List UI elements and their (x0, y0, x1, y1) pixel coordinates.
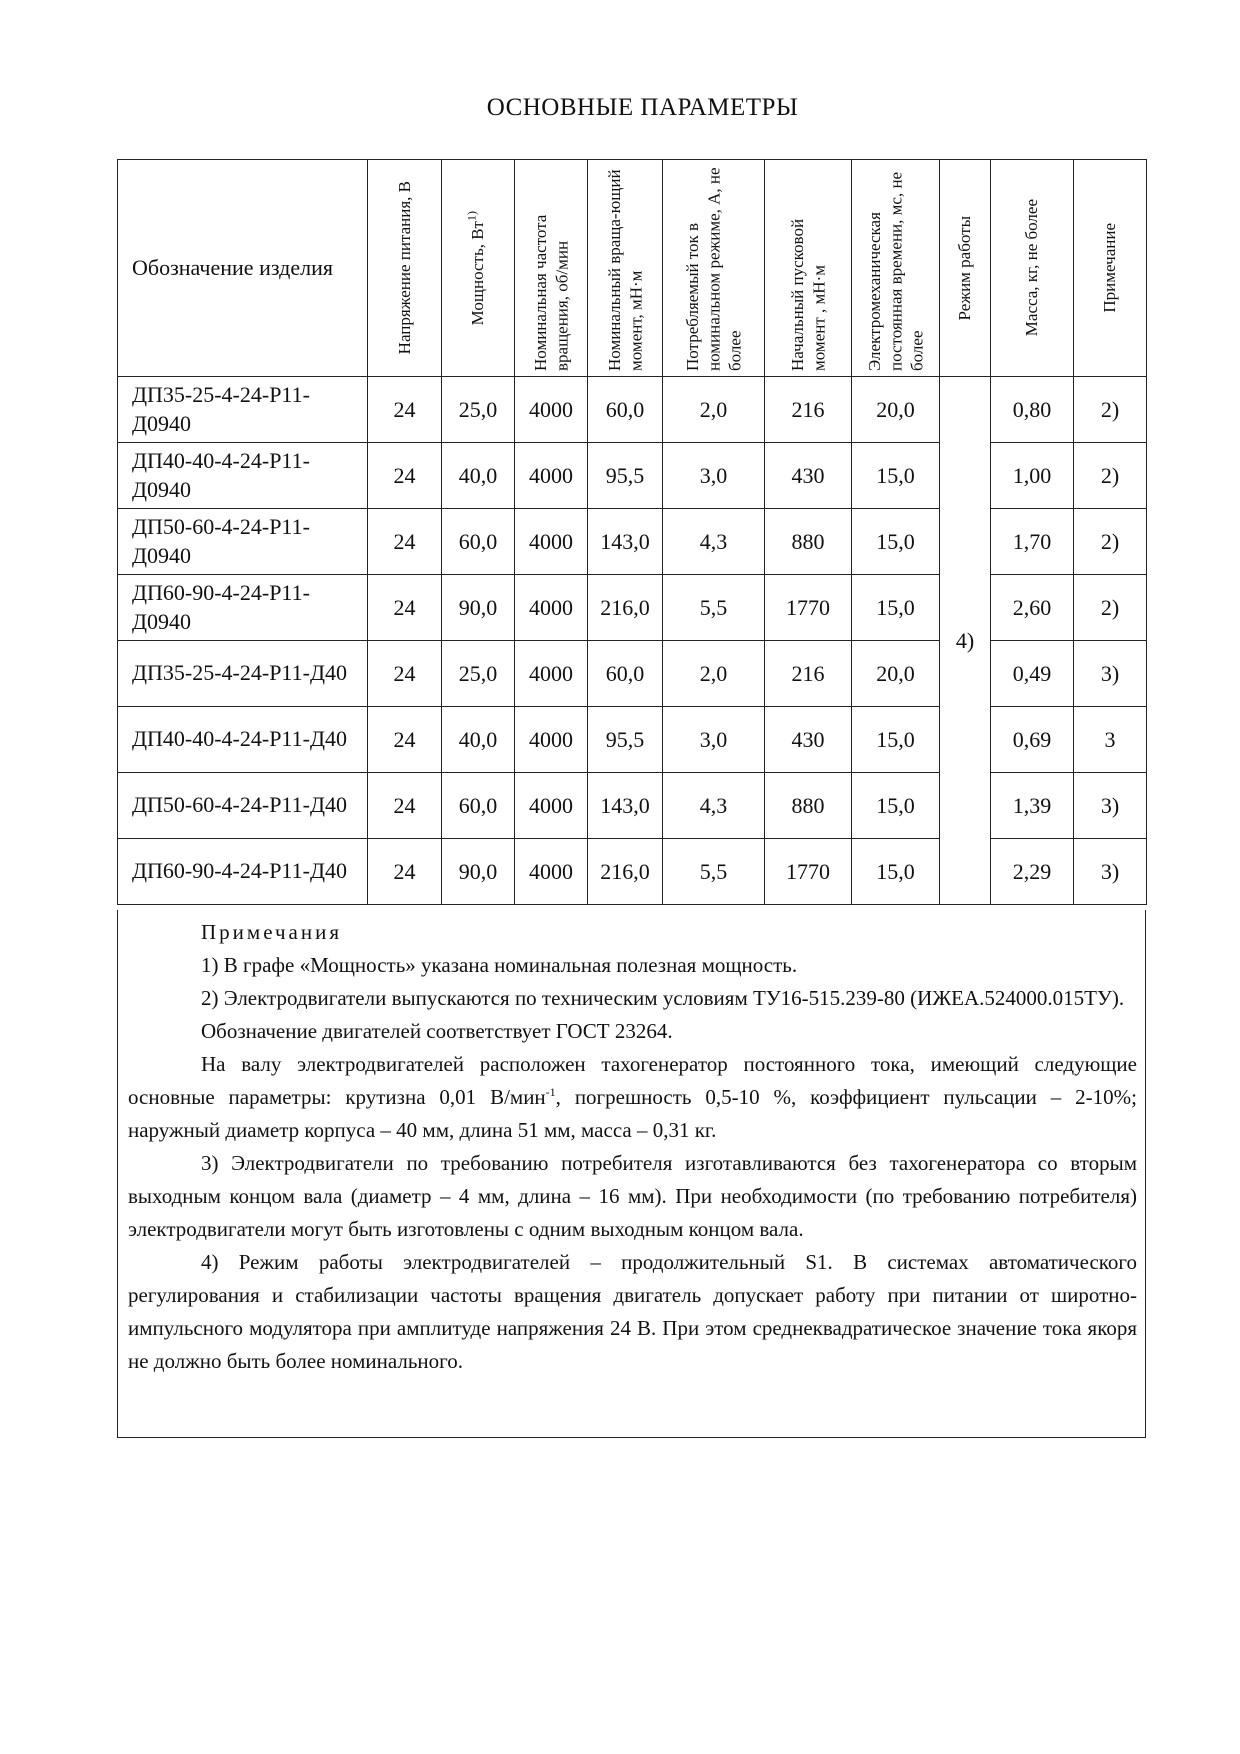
cell-voltage: 24 (368, 641, 442, 707)
cell-voltage: 24 (368, 509, 442, 575)
note-4: 4) Режим работы электродвигателей – продолжительный S1. В системах автоматического регулирования и стабилизации частоты вращения двигатель допускает работу при питании от широтно-импульсного модулятора при амплитуде напряжения 24 В. При этом среднеквадратическое значение тока якоря не должно быть более номинального. (128, 1250, 1137, 1373)
cell-voltage: 24 (368, 773, 442, 839)
notes-section (117, 910, 1146, 1438)
cell-voltage: 24 (368, 839, 442, 905)
cell-voltage: 24 (368, 443, 442, 509)
table-row (118, 773, 1147, 839)
cell-time-const: 15,0 (852, 773, 940, 839)
cell-power: 40,0 (442, 443, 515, 509)
cell-speed: 4000 (515, 443, 588, 509)
cell-mass: 2,29 (991, 839, 1074, 905)
table-row (118, 707, 1147, 773)
cell-note: 3) (1074, 641, 1147, 707)
cell-product: ДП35-25-4-24-Р11-Д0940 (118, 377, 368, 443)
cell-note: 3) (1074, 773, 1147, 839)
cell-current: 2,0 (663, 641, 765, 707)
cell-time-const: 20,0 (852, 641, 940, 707)
header-product: Обозначение изделия (118, 160, 368, 377)
header-torque: Номинальный враща-ющий момент, мН·м (588, 160, 663, 377)
cell-speed: 4000 (515, 707, 588, 773)
cell-torque: 60,0 (588, 641, 663, 707)
cell-start-torque: 216 (765, 377, 852, 443)
cell-mass: 0,80 (991, 377, 1074, 443)
header-start-torque: Начальный пусковой момент , мН·м (765, 160, 852, 377)
header-mode: Режим работы (940, 160, 991, 377)
cell-mass: 0,69 (991, 707, 1074, 773)
table-row (118, 575, 1147, 641)
header-time-constant: Электромеханическая постоянная времени, мс, не более (852, 160, 940, 377)
table-row (118, 377, 1147, 443)
cell-product: ДП35-25-4-24-Р11-Д40 (118, 641, 368, 707)
cell-power: 90,0 (442, 839, 515, 905)
cell-speed: 4000 (515, 575, 588, 641)
cell-time-const: 15,0 (852, 443, 940, 509)
cell-current: 2,0 (663, 377, 765, 443)
cell-power: 25,0 (442, 641, 515, 707)
cell-start-torque: 880 (765, 773, 852, 839)
cell-current: 3,0 (663, 707, 765, 773)
note-2-tachogenerator: На валу электродвигателей расположен тахогенератор постоянного тока, имеющий следующие основные параметры: крутизна 0,01 В/мин$^{-1}$, погрешность 0,5-10 %, коэффициент пульсации – 2-10%; наружный диаметр корпуса – 40 мм, длина 51 мм, масса – 0,31 кг. (128, 1052, 1137, 1142)
cell-current: 3,0 (663, 443, 765, 509)
cell-mass: 1,39 (991, 773, 1074, 839)
cell-start-torque: 430 (765, 443, 852, 509)
header-voltage: Напряжение питания, В (368, 160, 442, 377)
cell-speed: 4000 (515, 641, 588, 707)
header-note: Примечание (1074, 160, 1147, 377)
cell-time-const: 15,0 (852, 839, 940, 905)
note-1: 1) В графе «Мощность» указана номинальная полезная мощность. (201, 953, 798, 977)
parameters-table (117, 159, 1147, 905)
cell-product: ДП40-40-4-24-Р11-Д0940 (118, 443, 368, 509)
cell-speed: 4000 (515, 773, 588, 839)
cell-time-const: 20,0 (852, 377, 940, 443)
cell-start-torque: 216 (765, 641, 852, 707)
table-row (118, 839, 1147, 905)
cell-speed: 4000 (515, 839, 588, 905)
table-header-row (118, 160, 1147, 377)
cell-current: 5,5 (663, 839, 765, 905)
table-body (118, 377, 1147, 905)
cell-power: 25,0 (442, 377, 515, 443)
table-row (118, 641, 1147, 707)
cell-torque: 143,0 (588, 773, 663, 839)
cell-voltage: 24 (368, 377, 442, 443)
cell-mass: 1,70 (991, 509, 1074, 575)
table-row (118, 443, 1147, 509)
cell-power: 60,0 (442, 509, 515, 575)
note-2-designation: Обозначение двигателей соответствует ГОСТ 23264. (201, 1019, 673, 1043)
cell-torque: 143,0 (588, 509, 663, 575)
cell-current: 5,5 (663, 575, 765, 641)
cell-product: ДП50-60-4-24-Р11-Д0940 (118, 509, 368, 575)
cell-note: 3 (1074, 707, 1147, 773)
cell-torque: 95,5 (588, 443, 663, 509)
cell-time-const: 15,0 (852, 509, 940, 575)
header-mass: Масса, кг, не более (991, 160, 1074, 377)
cell-torque: 216,0 (588, 575, 663, 641)
cell-voltage: 24 (368, 575, 442, 641)
cell-start-torque: 430 (765, 707, 852, 773)
cell-torque: 95,5 (588, 707, 663, 773)
cell-time-const: 15,0 (852, 575, 940, 641)
cell-current: 4,3 (663, 773, 765, 839)
cell-mass: 1,00 (991, 443, 1074, 509)
header-current: Потребляемый ток в номинальном режиме, А, не более (663, 160, 765, 377)
cell-note: 3) (1074, 839, 1147, 905)
cell-product: ДП60-90-4-24-Р11-Д40 (118, 839, 368, 905)
cell-voltage: 24 (368, 707, 442, 773)
cell-speed: 4000 (515, 509, 588, 575)
cell-note: 2) (1074, 443, 1147, 509)
cell-product: ДП60-90-4-24-Р11-Д0940 (118, 575, 368, 641)
cell-mass: 0,49 (991, 641, 1074, 707)
cell-start-torque: 880 (765, 509, 852, 575)
cell-start-torque: 1770 (765, 839, 852, 905)
note-3: 3) Электродвигатели по требованию потребителя изготавливаются без тахогенератора со вторым выходным концом вала (диаметр – 4 мм, длина – 16 мм). При необходимости (по требованию потребителя) электродвигатели могут быть изготовлены с одним выходным концом вала. (128, 1151, 1137, 1241)
cell-power: 90,0 (442, 575, 515, 641)
cell-power: 60,0 (442, 773, 515, 839)
table-row (118, 509, 1147, 575)
cell-product: ДП40-40-4-24-Р11-Д40 (118, 707, 368, 773)
cell-time-const: 15,0 (852, 707, 940, 773)
cell-torque: 60,0 (588, 377, 663, 443)
cell-note: 2) (1074, 377, 1147, 443)
cell-mode: 4) (940, 377, 991, 905)
cell-start-torque: 1770 (765, 575, 852, 641)
cell-note: 2) (1074, 575, 1147, 641)
cell-speed: 4000 (515, 377, 588, 443)
notes-heading: Примечания (201, 920, 343, 944)
cell-product: ДП50-60-4-24-Р11-Д40 (118, 773, 368, 839)
cell-torque: 216,0 (588, 839, 663, 905)
header-speed: Номинальная частота вращения, об/мин (515, 160, 588, 377)
cell-mass: 2,60 (991, 575, 1074, 641)
page-title: ОСНОВНЫЕ ПАРАМЕТРЫ (486, 94, 799, 121)
cell-current: 4,3 (663, 509, 765, 575)
cell-power: 40,0 (442, 707, 515, 773)
cell-note: 2) (1074, 509, 1147, 575)
note-2: 2) Электродвигатели выпускаются по техническим условиям ТУ16-515.239-80 (ИЖЕА.524000.015ТУ). (201, 986, 1125, 1010)
header-power: Мощность, $Вт^{1)}$ (442, 160, 515, 377)
